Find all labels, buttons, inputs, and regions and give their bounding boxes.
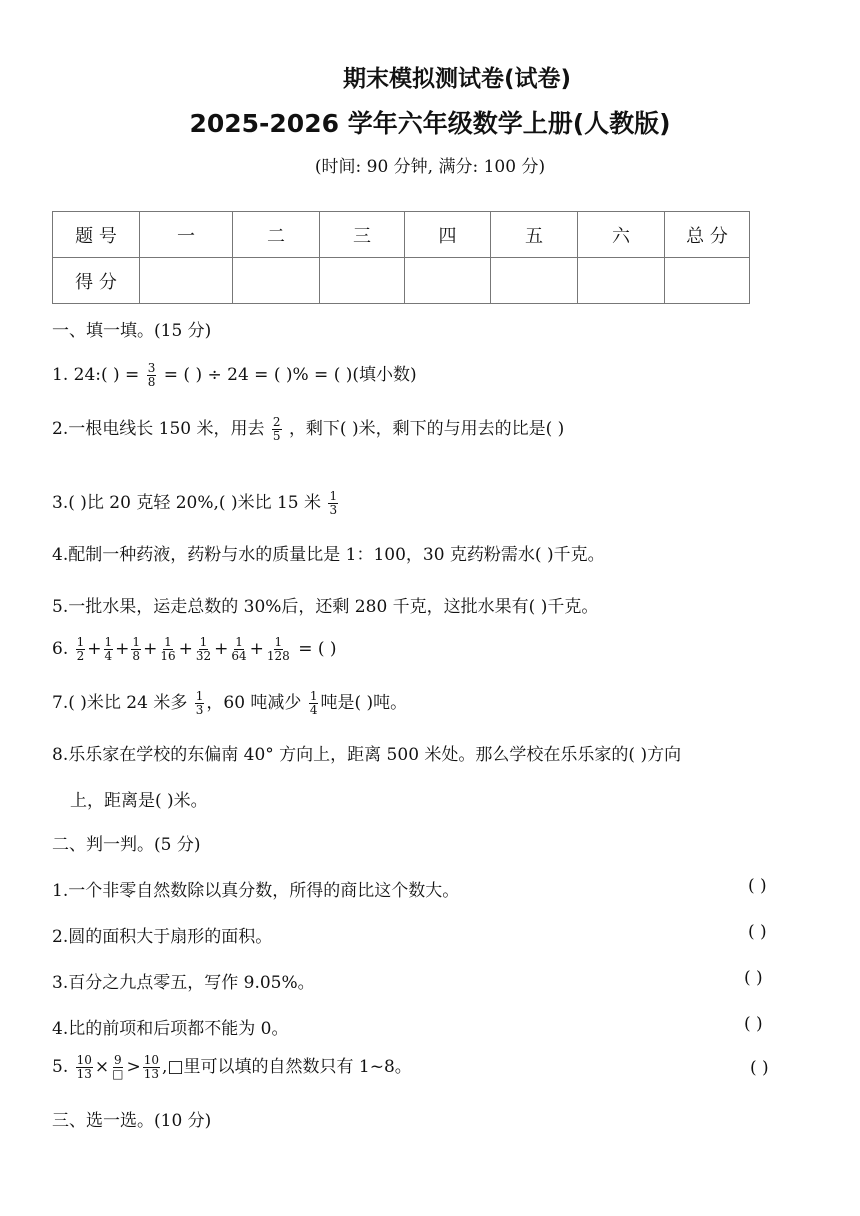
- answer-blank[interactable]: ( ): [744, 1014, 763, 1034]
- table-cell: 题 号: [53, 212, 140, 258]
- q-text: 2.一根电线长 150 米，用去: [52, 419, 265, 439]
- question-1-8-line1: 8.乐乐家在学校的东偏南 40° 方向上，距离 500 米处。那么学校在乐乐家的( )方向: [52, 745, 682, 765]
- denominator: 4: [309, 703, 318, 717]
- plus-sign: +: [214, 639, 229, 659]
- exam-subtitle: 2025-2026 学年六年级数学上册(人教版): [189, 109, 671, 138]
- table-cell: 得 分: [53, 258, 140, 304]
- numerator: 10: [76, 1053, 92, 1067]
- denominator: 128: [266, 649, 290, 663]
- table-cell: 一: [140, 212, 233, 258]
- score-input-cell[interactable]: [140, 258, 233, 304]
- q-text: 吨是( )吨。: [320, 693, 408, 713]
- table-cell: 六: [578, 212, 665, 258]
- q-text: 3.( )比 20 克轻 20%,( )米比 15 米: [52, 493, 322, 513]
- question-1-4: 4.配制一种药液，药粉与水的质量比是 1：100，30 克药粉需水( )千克。: [52, 545, 605, 565]
- judge-item-1: 1.一个非零自然数除以真分数，所得的商比这个数大。: [52, 881, 460, 901]
- question-1-1: [52, 360, 417, 389]
- exam-title: 期末模拟测试卷(试卷): [342, 66, 572, 92]
- answer-blank[interactable]: ( ): [744, 968, 763, 988]
- numerator: 1: [195, 689, 204, 703]
- numerator: 1: [76, 635, 85, 649]
- times-sign: ×: [94, 1057, 110, 1077]
- denominator: 8: [147, 375, 156, 389]
- answer-blank[interactable]: ( ): [748, 876, 767, 896]
- q-number: 6.: [52, 639, 69, 659]
- score-table-score-row: [53, 258, 750, 304]
- numerator: 1: [199, 635, 208, 649]
- table-cell: 四: [405, 212, 491, 258]
- numerator: 1: [104, 635, 113, 649]
- score-table-header-row: [53, 212, 750, 258]
- denominator: 5: [272, 429, 281, 443]
- denominator: 32: [195, 649, 212, 663]
- section-heading-2: 二、判一判。(5 分): [52, 835, 201, 855]
- fraction: [76, 1054, 93, 1081]
- judge-item-5: [52, 1052, 412, 1081]
- score-table: [52, 211, 750, 304]
- numerator: 1: [309, 689, 318, 703]
- answer-blank[interactable]: ( ): [748, 922, 767, 942]
- fraction: [266, 636, 291, 663]
- judge-item-4: 4.比的前项和后项都不能为 0。: [52, 1019, 289, 1039]
- question-1-3: [52, 488, 340, 517]
- denominator: 2: [76, 649, 85, 663]
- gt-sign: >: [126, 1057, 141, 1077]
- denominator: 3: [329, 503, 338, 517]
- section-heading-1: 一、填一填。(15 分): [52, 321, 212, 341]
- fraction: [230, 636, 247, 663]
- table-cell: 二: [233, 212, 320, 258]
- question-1-7: [52, 688, 407, 717]
- numerator: 1: [132, 635, 141, 649]
- q-text: 7.( )米比 24 米多: [52, 693, 188, 713]
- question-1-6: [52, 636, 337, 663]
- table-cell: 三: [320, 212, 405, 258]
- numerator: 1: [329, 489, 338, 503]
- table-cell: 总 分: [665, 212, 750, 258]
- fraction: [159, 636, 176, 663]
- plus-sign: +: [143, 639, 158, 659]
- fraction: [309, 690, 319, 717]
- exam-meta: (时间: 90 分钟, 满分: 100 分): [314, 157, 546, 177]
- plus-sign: +: [178, 639, 193, 659]
- fraction: [76, 636, 86, 663]
- table-cell: 五: [491, 212, 578, 258]
- fraction: [143, 1054, 160, 1081]
- question-1-8-line2: 上，距离是( )米。: [70, 791, 208, 811]
- q-text: 1. 24:( ) =: [52, 365, 140, 385]
- denominator: 4: [104, 649, 113, 663]
- numerator: 9: [114, 1053, 122, 1067]
- score-input-cell[interactable]: [578, 258, 665, 304]
- score-input-cell[interactable]: [405, 258, 491, 304]
- q-text: = ( ): [298, 639, 337, 659]
- question-1-5: 5.一批水果，运走总数的 30%后，还剩 280 千克，这批水果有( )千克。: [52, 597, 599, 617]
- question-1-2: [52, 414, 564, 443]
- score-input-cell[interactable]: [320, 258, 405, 304]
- q-number: 5.: [52, 1057, 69, 1077]
- section-heading-3: 三、选一选。(10 分): [52, 1111, 212, 1131]
- fraction: [147, 362, 157, 389]
- numerator: 2: [272, 415, 281, 429]
- answer-blank[interactable]: ( ): [750, 1058, 769, 1078]
- fraction: [131, 636, 141, 663]
- denominator: 8: [132, 649, 141, 663]
- denominator: □: [112, 1067, 124, 1081]
- score-input-cell[interactable]: [491, 258, 578, 304]
- plus-sign: +: [115, 639, 130, 659]
- plus-sign: +: [87, 639, 102, 659]
- fraction: [195, 690, 205, 717]
- fraction: [195, 636, 212, 663]
- numerator: 3: [147, 361, 156, 375]
- numerator: 1: [274, 635, 283, 649]
- score-input-cell[interactable]: [233, 258, 320, 304]
- fraction: [111, 1054, 124, 1081]
- fraction: [104, 636, 114, 663]
- denominator: 64: [231, 649, 247, 663]
- score-input-cell[interactable]: [665, 258, 750, 304]
- fraction: [328, 490, 338, 517]
- q-text: ，剩下( )米，剩下的与用去的比是( ): [288, 419, 565, 439]
- q-text: ,□里可以填的自然数只有 1~8。: [162, 1057, 412, 1077]
- denominator: 13: [76, 1067, 92, 1081]
- denominator: 16: [160, 649, 176, 663]
- numerator: 1: [235, 635, 243, 649]
- fraction: [272, 416, 282, 443]
- denominator: 3: [195, 703, 204, 717]
- plus-sign: +: [249, 639, 264, 659]
- judge-item-2: 2.圆的面积大于扇形的面积。: [52, 927, 273, 947]
- numerator: 1: [164, 635, 172, 649]
- numerator: 10: [143, 1053, 160, 1067]
- denominator: 13: [143, 1067, 160, 1081]
- judge-item-3: 3.百分之九点零五，写作 9.05%。: [52, 973, 315, 993]
- q-text: ，60 吨减少: [206, 693, 302, 713]
- q-text: = ( ) ÷ 24 = ( )% = ( )(填小数): [163, 365, 417, 385]
